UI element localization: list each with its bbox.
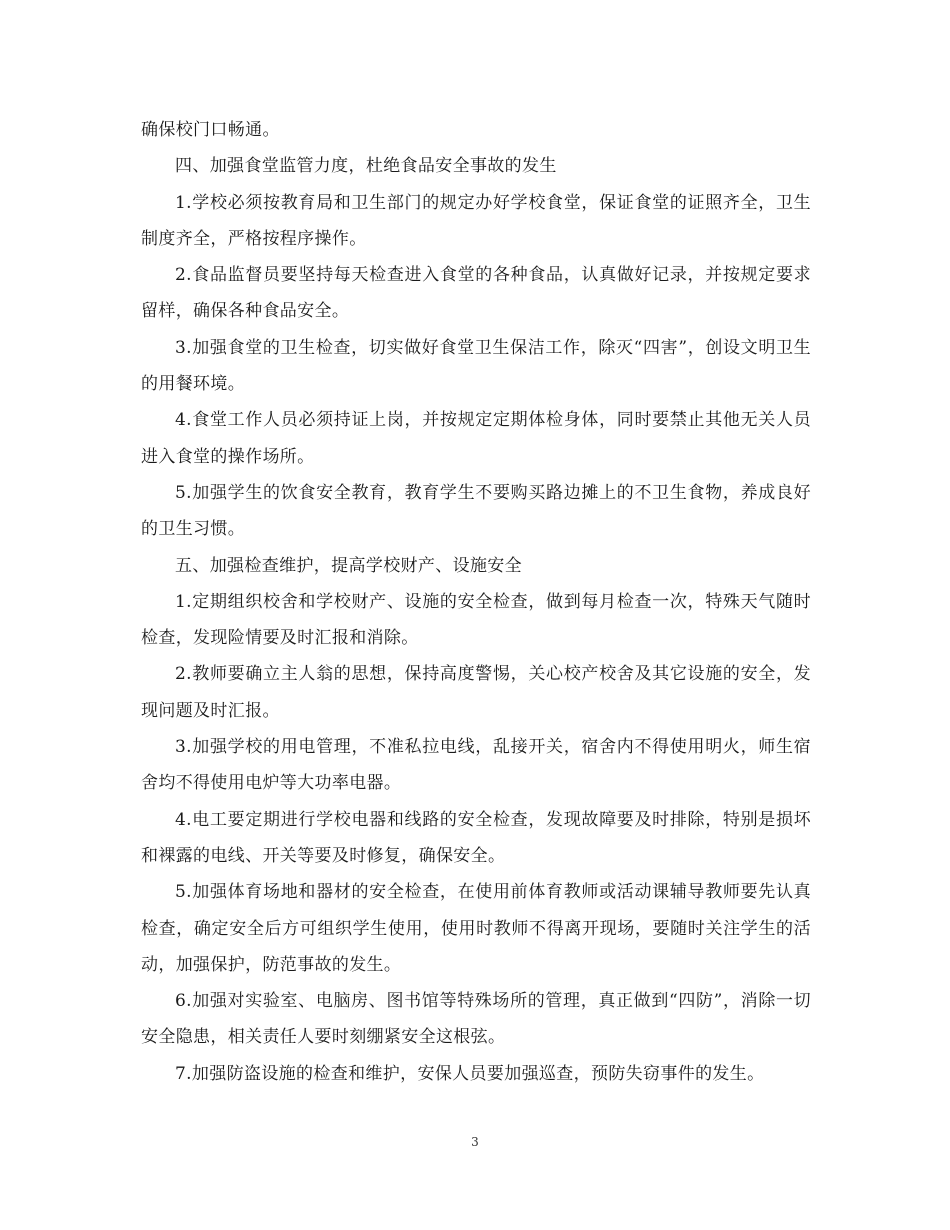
paragraph: 5.加强学生的饮食安全教育，教育学生不要购买路边摊上的不卫生食物，养成良好的卫生习惯。 [141, 482, 811, 540]
paragraph: 2.教师要确立主人翁的思想，保持高度警惕，关心校产校舍及其它设施的安全，发现问题及时汇报。 [141, 664, 811, 721]
paragraph: 2.食品监督员要坚持每天检查进入食堂的各种食品，认真做好记录，并按规定要求留样，确保各种食品安全。 [141, 265, 811, 322]
paragraph: 确保校门口畅通。 [141, 120, 280, 140]
paragraph: 7.加强防盗设施的检查和维护，安保人员要加强巡查，预防失窃事件的发生。 [175, 1063, 765, 1084]
document-body [141, 112, 811, 1092]
section-heading: 四、加强食堂监管力度，杜绝食品安全事故的发生 [175, 156, 557, 177]
paragraph: 1.学校必须按教育局和卫生部门的规定办好学校食堂，保证食堂的证照齐全，卫生制度齐全，严格按程序操作。 [141, 192, 811, 249]
paragraph: 1.定期组织校舍和学校财产、设施的安全检查，做到每月检查一次，特殊天气随时检查，发现险情要及时汇报和消除。 [141, 591, 811, 649]
paragraph: 6.加强对实验室、电脑房、图书馆等特殊场所的管理，真正做到“四防”，消除一切安全隐患，相关责任人要时刻绷紧安全这根弦。 [141, 991, 811, 1048]
page-number: 3 [471, 1135, 479, 1149]
paragraph: 4.电工要定期进行学校电器和线路的安全检查，发现故障要及时排除，特别是损坏和裸露的电线、开关等要及时修复，确保安全。 [141, 809, 811, 866]
paragraph: 3.加强食堂的卫生检查，切实做好食堂卫生保洁工作，除灭“四害”，创设文明卫生的用餐环境。 [141, 337, 811, 395]
paragraph: 4.食堂工作人员必须持证上岗，并按规定定期体检身体，同时要禁止其他无关人员进入食堂的操作场所。 [141, 410, 811, 467]
paragraph: 5.加强体育场地和器材的安全检查，在使用前体育教师或活动课辅导教师要先认真检查，确定安全后方可组织学生使用，使用时教师不得离开现场，要随时关注学生的活动，加强保护，防范事故的发生。 [141, 882, 811, 975]
paragraph: 3.加强学校的用电管理，不准私拉电线，乱接开关，宿舍内不得使用明火，师生宿舍均不得使用电炉等大功率电器。 [141, 737, 811, 794]
section-heading: 五、加强检查维护，提高学校财产、设施安全 [175, 555, 522, 576]
